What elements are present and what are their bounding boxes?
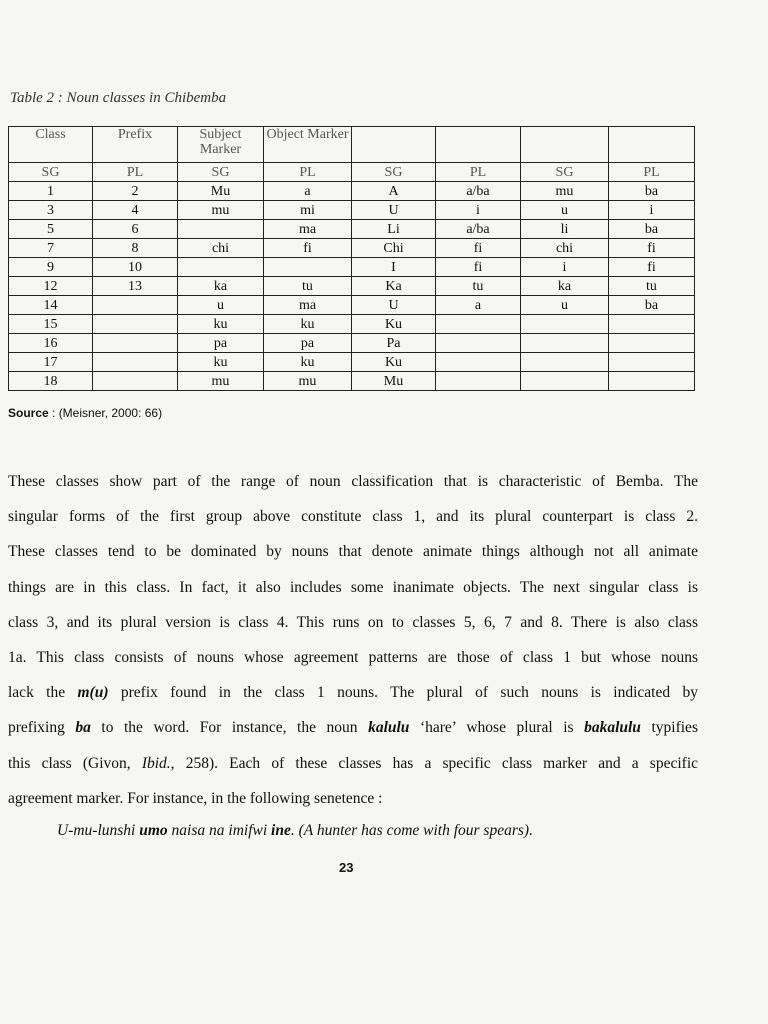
table-cell: a <box>436 296 521 315</box>
table-cell: ma <box>264 220 352 239</box>
table-row <box>9 220 695 239</box>
subheader-cell: PL <box>609 163 695 182</box>
paragraph-line: class 3, and its plural version is class 4. This runs on to classes 5, 6, 7 and 8. There is also class <box>8 613 698 631</box>
table-cell <box>93 296 178 315</box>
table-cell: u <box>521 296 609 315</box>
table-cell: fi <box>436 239 521 258</box>
example-sentence <box>57 822 533 840</box>
table-row <box>9 296 695 315</box>
example-part: U-mu-lunshi <box>57 822 140 839</box>
example-part: naisa na imifwi <box>167 822 272 839</box>
table-cell <box>436 334 521 353</box>
table-cell <box>264 258 352 277</box>
table-cell <box>609 334 695 353</box>
paragraph-line: lack the m(u) prefix found in the class 1 nouns. The plural of such nouns is indicated by <box>8 684 698 702</box>
paragraph-line: 1a. This class consists of nouns whose agreement patterns are those of class 1 but whose nouns <box>8 649 698 667</box>
table-cell: u <box>521 201 609 220</box>
table-cell: 17 <box>9 353 93 372</box>
table-cell: U <box>352 201 436 220</box>
table-cell: chi <box>178 239 264 258</box>
table-cell: li <box>521 220 609 239</box>
table-cell: mu <box>264 372 352 391</box>
subheader-cell: PL <box>436 163 521 182</box>
table-cell: 3 <box>9 201 93 220</box>
table-cell: Pa <box>352 334 436 353</box>
table-cell: 16 <box>9 334 93 353</box>
table-cell: Mu <box>178 182 264 201</box>
table-cell: i <box>521 258 609 277</box>
table-cell: 5 <box>9 220 93 239</box>
subheader-cell: SG <box>352 163 436 182</box>
table-cell: tu <box>436 277 521 296</box>
table-cell: u <box>178 296 264 315</box>
subheader-cell: PL <box>93 163 178 182</box>
subheader-cell: PL <box>264 163 352 182</box>
page-number: 23 <box>339 860 354 875</box>
example-bold: umo <box>139 822 168 839</box>
subheader-cell: SG <box>521 163 609 182</box>
table-cell <box>93 353 178 372</box>
table-cell: tu <box>609 277 695 296</box>
table-cell: 4 <box>93 201 178 220</box>
table-cell <box>609 372 695 391</box>
table-cell: Ka <box>352 277 436 296</box>
table-cell <box>521 315 609 334</box>
table-cell: fi <box>436 258 521 277</box>
table-cell: 18 <box>9 372 93 391</box>
table-cell: i <box>436 201 521 220</box>
table-cell: fi <box>264 239 352 258</box>
table-cell: ka <box>521 277 609 296</box>
table-cell: A <box>352 182 436 201</box>
table-row <box>9 315 695 334</box>
table-cell: ku <box>264 315 352 334</box>
table-row <box>9 372 695 391</box>
table-cell: mu <box>178 372 264 391</box>
table-cell: i <box>609 201 695 220</box>
example-bold: ine <box>271 822 291 839</box>
table-cell: 15 <box>9 315 93 334</box>
table-cell: 6 <box>93 220 178 239</box>
table-cell: Chi <box>352 239 436 258</box>
table-cell: 7 <box>9 239 93 258</box>
header-cell: Subject Marker <box>178 127 264 163</box>
body-paragraph <box>8 464 698 816</box>
table-cell: 1 <box>9 182 93 201</box>
table-cell: mu <box>178 201 264 220</box>
header-cell <box>436 127 521 163</box>
table-cell <box>521 334 609 353</box>
paragraph-line: These classes tend to be dominated by nouns that denote animate things although not all animate <box>8 543 698 561</box>
table-row <box>9 334 695 353</box>
table-cell: ka <box>178 277 264 296</box>
table-cell: fi <box>609 239 695 258</box>
table-cell <box>521 372 609 391</box>
source-note <box>8 406 162 420</box>
header-cell: Class <box>9 127 93 163</box>
table-cell <box>178 258 264 277</box>
header-cell <box>521 127 609 163</box>
table-cell: 14 <box>9 296 93 315</box>
subheader-cell: SG <box>178 163 264 182</box>
table-cell: a <box>264 182 352 201</box>
header-cell <box>609 127 695 163</box>
table-cell <box>609 353 695 372</box>
table-caption: Table 2 : Noun classes in Chibemba <box>10 90 227 106</box>
paragraph-line: things are in this class. In fact, it also includes some inanimate objects. The next singular class is <box>8 578 698 596</box>
header-cell <box>352 127 436 163</box>
table-row <box>9 277 695 296</box>
table-cell <box>436 353 521 372</box>
table-cell: ku <box>178 315 264 334</box>
table-cell <box>93 372 178 391</box>
header-cell: Object Marker <box>264 127 352 163</box>
example-part: . (A hunter has come with four spears). <box>290 822 533 839</box>
table-cell: ku <box>264 353 352 372</box>
table-cell: Li <box>352 220 436 239</box>
table-cell: 8 <box>93 239 178 258</box>
table-cell: ba <box>609 182 695 201</box>
table-cell: 9 <box>9 258 93 277</box>
table-cell <box>178 220 264 239</box>
table-cell <box>93 334 178 353</box>
table-cell: U <box>352 296 436 315</box>
table-cell: pa <box>178 334 264 353</box>
table-cell <box>609 315 695 334</box>
paragraph-line: this class (Givon, Ibid., 258). Each of these classes has a specific class marker and a specific <box>8 754 699 772</box>
table-cell: ma <box>264 296 352 315</box>
source-label: Source <box>8 406 49 420</box>
table-row <box>9 353 695 372</box>
subheader-cell: SG <box>9 163 93 182</box>
table-row <box>9 239 695 258</box>
table-cell: ku <box>178 353 264 372</box>
table-cell <box>521 353 609 372</box>
table-body <box>9 182 695 391</box>
table-cell: tu <box>264 277 352 296</box>
table-cell: mu <box>521 182 609 201</box>
table-cell: mi <box>264 201 352 220</box>
table-cell: Ku <box>352 315 436 334</box>
table-cell: ba <box>609 220 695 239</box>
table-cell <box>436 315 521 334</box>
noun-class-table <box>8 126 695 391</box>
paragraph-line: singular forms of the first group above constitute class 1, and its plural counterpart is class 2. <box>8 508 698 526</box>
table-cell: a/ba <box>436 220 521 239</box>
table-cell: chi <box>521 239 609 258</box>
paragraph-line: These classes show part of the range of noun classification that is characteristic of Bemba. The <box>8 473 698 490</box>
table-row <box>9 201 695 220</box>
table-cell: 13 <box>93 277 178 296</box>
table-cell: 10 <box>93 258 178 277</box>
table-cell: 2 <box>93 182 178 201</box>
header-cell: Prefix <box>93 127 178 163</box>
table-header-row <box>9 127 695 163</box>
table-cell <box>436 372 521 391</box>
paragraph-line: prefixing ba to the word. For instance, the noun kalulu ‘hare’ whose plural is bakalulu typifies <box>8 719 698 737</box>
source-text: : (Meisner, 2000: 66) <box>48 406 163 420</box>
table-cell: pa <box>264 334 352 353</box>
table-cell: ba <box>609 296 695 315</box>
table-cell: Mu <box>352 372 436 391</box>
table-cell <box>93 315 178 334</box>
table-cell: fi <box>609 258 695 277</box>
table-cell: I <box>352 258 436 277</box>
table-cell: 12 <box>9 277 93 296</box>
table-cell: a/ba <box>436 182 521 201</box>
table-row <box>9 258 695 277</box>
table-subheader-row <box>9 163 695 182</box>
table-row <box>9 182 695 201</box>
table-cell: Ku <box>352 353 436 372</box>
paragraph-line: agreement marker. For instance, in the following senetence : <box>8 789 383 807</box>
